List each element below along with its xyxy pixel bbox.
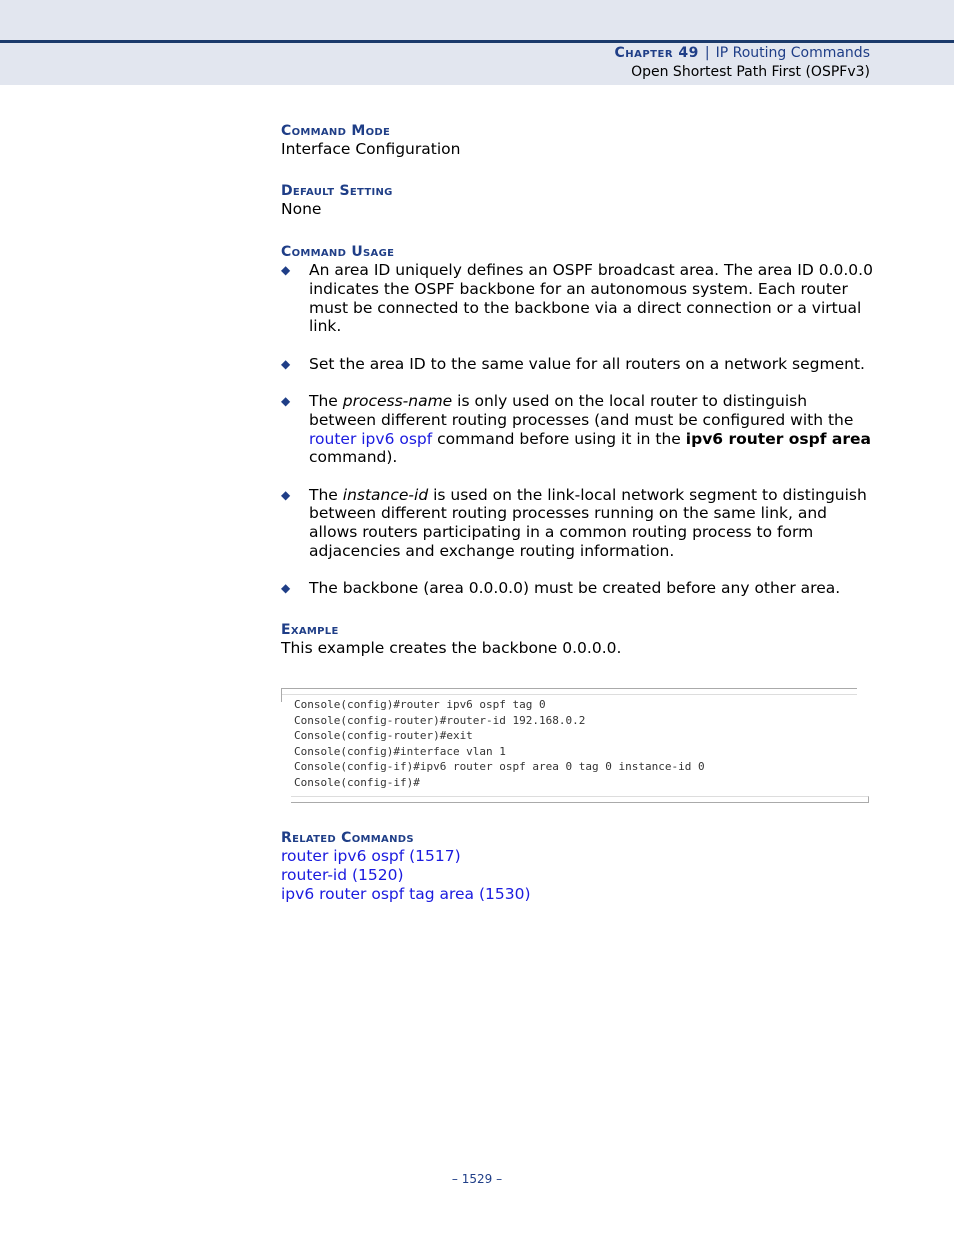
code-example-box xyxy=(281,688,868,803)
default-setting-heading: Default Setting xyxy=(281,183,393,199)
list-item xyxy=(281,392,874,467)
page-number: – 1529 – xyxy=(451,1172,503,1186)
section-title: Open Shortest Path First (OSPFv3) xyxy=(631,64,870,80)
diamond-bullet-icon: ◆ xyxy=(281,581,291,596)
command-usage-heading: Command Usage xyxy=(281,244,395,260)
diamond-bullet-icon: ◆ xyxy=(281,487,291,502)
chapter-label: Chapter 49 xyxy=(614,45,699,61)
diamond-bullet-icon: ◆ xyxy=(281,393,291,408)
list-item xyxy=(281,579,874,598)
chapter-title: IP Routing Commands xyxy=(715,45,870,61)
usage-text: command). xyxy=(309,448,398,467)
diamond-bullet-icon: ◆ xyxy=(281,356,291,371)
code-block: Console(config)#router ipv6 ospf tag 0 Console(config-router)#router-id 192.168.0.2 Console(config-router)#exit Console(config)#interface vlan 1 Console(config-if)#ipv6 router ospf area 0 tag 0 instance-id 0 Console(config-if)# xyxy=(294,698,705,789)
related-commands-list xyxy=(281,847,881,904)
usage-text: The backbone (area 0.0.0.0) must be created before any other area. xyxy=(309,579,841,598)
example-text: This example creates the backbone 0.0.0.0. xyxy=(281,639,622,658)
header-rule xyxy=(0,40,954,43)
list-item xyxy=(281,261,874,336)
process-name-param: process-name xyxy=(342,391,453,410)
list-item xyxy=(281,355,874,374)
example-heading: Example xyxy=(281,622,339,639)
related-commands-section xyxy=(281,829,881,904)
usage-text: Set the area ID to the same value for all routers on a network segment. xyxy=(309,354,865,373)
main-content xyxy=(281,122,881,658)
chapter-header xyxy=(614,45,870,61)
default-setting-text: None xyxy=(281,200,322,218)
code-frame-top xyxy=(281,688,857,695)
related-link-router-ipv6-ospf[interactable]: router ipv6 ospf (1517) xyxy=(281,847,461,865)
related-link-ipv6-router-ospf-tag-area[interactable]: ipv6 router ospf tag area (1530) xyxy=(281,885,531,903)
list-item xyxy=(281,486,874,561)
related-link-router-id[interactable]: router-id (1520) xyxy=(281,866,404,884)
diamond-bullet-icon: ◆ xyxy=(281,263,291,277)
related-commands-heading: Related Commands xyxy=(281,830,414,846)
code-frame-bottom xyxy=(291,796,869,803)
header-separator: | xyxy=(704,45,710,61)
usage-text: The xyxy=(309,391,343,410)
usage-text: The xyxy=(309,485,343,504)
command-name-bold: ipv6 router ospf area xyxy=(685,429,871,448)
usage-text: is used on the link-local network segment to distinguish between different routing processes running on the same link, and allows routers participating in a common routing process to form adjacencies and exchange routing information. xyxy=(309,485,867,561)
command-mode-text: Interface Configuration xyxy=(281,140,461,158)
usage-text: command before using it in the xyxy=(432,429,686,448)
usage-list xyxy=(281,261,881,598)
router-ipv6-ospf-link[interactable]: router ipv6 ospf xyxy=(309,429,433,448)
usage-text: An area ID uniquely defines an OSPF broadcast area. The area ID 0.0.0.0 indicates the OSPF backbone for an autonomous system. Each router must be connected to the backbone via a direct connection or a virtual link. xyxy=(309,261,873,336)
usage-text: is only used on the local router to distinguish between different routing processes (and must be configured with the xyxy=(309,391,854,429)
command-mode-heading: Command Mode xyxy=(281,123,391,139)
instance-id-param: instance-id xyxy=(342,485,429,504)
code-frame-left xyxy=(281,688,282,702)
